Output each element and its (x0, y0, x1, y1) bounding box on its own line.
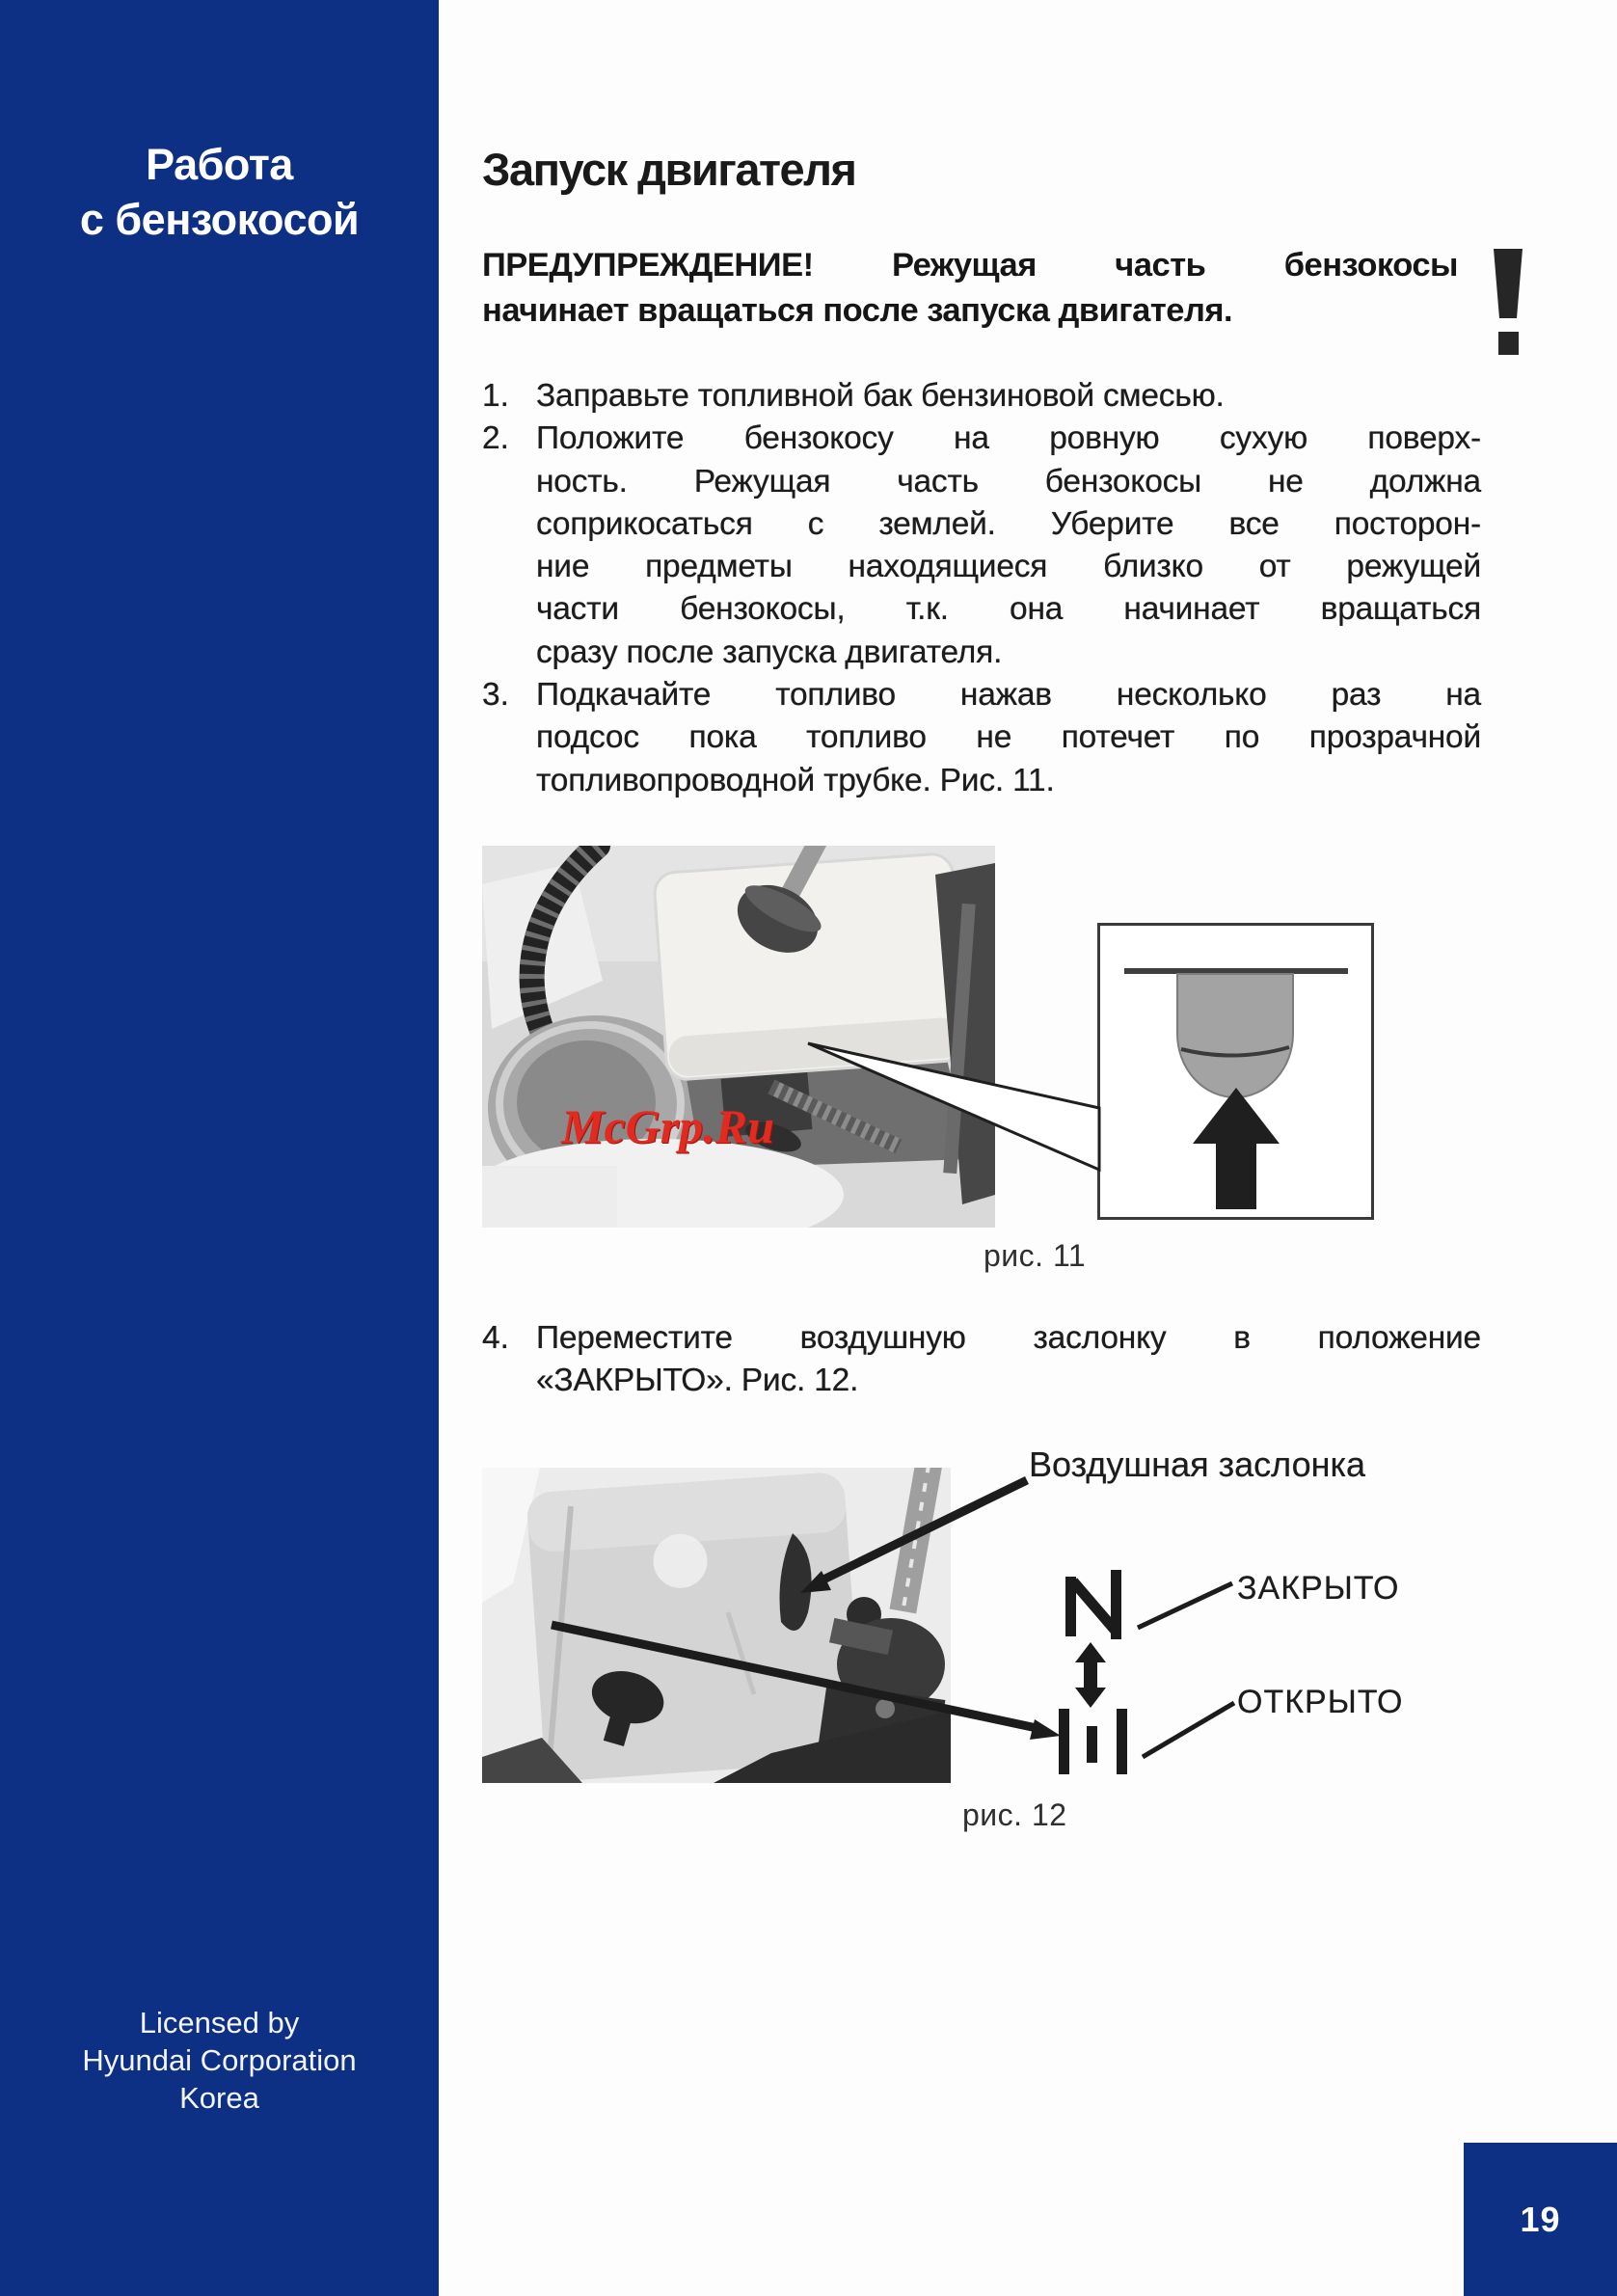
figure12-photo (482, 1468, 951, 1783)
open-leader-line (1143, 1703, 1234, 1757)
list-item (482, 674, 1481, 802)
open-label: ОТКРЫТО (1237, 1684, 1404, 1720)
watermark: McGrp.Ru (561, 1099, 774, 1153)
step-text: Переместите воздушную заслонку в положение «ЗАКРЫТО». Рис. 12. (536, 1320, 1481, 1399)
sidebar-title: Работа с бензокосой (79, 140, 360, 244)
sidebar (0, 0, 439, 2296)
license-text: Licensed by Hyundai Corporation Korea (82, 2006, 357, 2115)
up-arrow-icon (1193, 1088, 1280, 1209)
page-title: Запуск двигателя (482, 144, 856, 195)
figure11-photo (482, 846, 995, 1228)
choke-closed-icon (1065, 1570, 1121, 1639)
warning-text: ПРЕДУПРЕЖДЕНИЕ! Режущая часть бензокосы начинает вращаться после запуска двигателя. (482, 247, 1458, 329)
figure12-caption: рис. 12 (962, 1797, 1067, 1832)
step-text: Положите бензокосу на ровную сухую поверх- ность. Режущая часть бензокосы не должна соприкосаться с землей. Уберите все посторон- ние предметы находящиеся близко от режущей части бензокосы, т.к. она начинает вращаться сразу после запуска двигателя. (536, 420, 1481, 670)
step-text: Заправьте топливной бак бензиновой смесью. (536, 378, 1225, 414)
up-down-arrow-icon (1075, 1642, 1106, 1708)
step-number: 1. (482, 378, 509, 414)
step-number: 2. (482, 420, 509, 457)
page-number-box (1464, 2143, 1617, 2296)
step-number: 4. (482, 1320, 509, 1356)
step-text: Подкачайте топливо нажав несколько раз на подсос пока топливо не потечет по прозрачной топливопроводной трубке. Рис. 11. (536, 677, 1481, 798)
step-list (482, 375, 1481, 802)
list-item (482, 375, 1481, 418)
primer-bulb-icon (1100, 926, 1371, 1217)
exclamation-icon (1492, 249, 1524, 357)
engine-photo-graphic (482, 846, 995, 1228)
figure11-caption: рис. 11 (984, 1238, 1087, 1273)
choke-photo-graphic (482, 1468, 951, 1783)
closed-leader-line (1138, 1583, 1232, 1628)
list-item (482, 1317, 1481, 1403)
page-number: 19 (1520, 2199, 1561, 2239)
list-item (482, 418, 1481, 674)
figure11-inset (1097, 923, 1374, 1220)
step-number: 3. (482, 677, 509, 714)
choke-label: Воздушная заслонка (1029, 1445, 1366, 1484)
choke-open-icon (1059, 1709, 1127, 1774)
closed-label: ЗАКРЫТО (1237, 1570, 1400, 1607)
